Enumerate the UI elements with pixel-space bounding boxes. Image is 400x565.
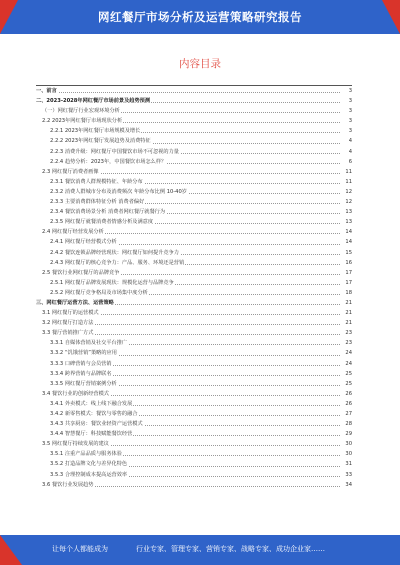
toc-entry-title xyxy=(36,177,340,187)
toc-entry-page: 17 xyxy=(345,269,352,276)
toc-entry-page: 3 xyxy=(348,88,352,94)
toc-entry-page: 12 xyxy=(345,199,352,206)
toc-entry-title xyxy=(36,197,340,207)
footer-slogan-right: 行业专家、管理专家、营销专家、战略专家、成功企业家…… xyxy=(136,545,325,553)
toc-entry-page: 13 xyxy=(345,209,352,216)
toc-entry-text: 3.3.1 自媒体营销及社交平台推广 xyxy=(50,340,128,347)
toc-entry-text: 2.5.2 网红餐厅竞争格局及市场集中度分析 xyxy=(50,289,148,296)
toc-entry-title xyxy=(36,96,340,106)
toc-entry[interactable] xyxy=(36,439,352,449)
toc-entry[interactable] xyxy=(36,429,352,439)
toc-entry-text: 3.3.4 跨界营销与品牌联名 xyxy=(50,370,112,377)
toc-entry-text: 2.4 网红餐厅经营发展分析 xyxy=(42,229,104,236)
toc-entry-title xyxy=(36,439,340,449)
toc-entry-text: 2.2 2023年网红餐厅市场现状分析 xyxy=(42,118,123,125)
toc-entry[interactable] xyxy=(36,449,352,459)
footer-slogan-left: 让每个人都能成为 xyxy=(52,545,108,553)
toc-entry-text: 3.6 餐饮行业发展趋势 xyxy=(42,481,94,488)
toc-entry[interactable] xyxy=(36,187,352,197)
toc-entry-title xyxy=(36,359,340,369)
toc-entry-title xyxy=(36,106,340,116)
footer-red-corner xyxy=(0,535,22,565)
toc-entry-text: 3.3.2 “饥饿营销”策略的应用 xyxy=(50,350,117,357)
toc-entry[interactable] xyxy=(36,126,352,136)
report-title: 网红餐厅市场分析及运营策略研究报告 xyxy=(98,10,302,24)
toc-entry[interactable] xyxy=(36,409,352,419)
toc-entry[interactable] xyxy=(36,207,352,217)
toc-entry-title xyxy=(36,449,340,459)
toc-entry-page: 26 xyxy=(345,400,352,407)
toc-entry-text: 2.4.3 网红餐厅的核心竞争力：产品、服务、环境还是营销 xyxy=(50,259,185,266)
toc-entry-title xyxy=(36,480,340,490)
toc-entry-page: 25 xyxy=(345,370,352,377)
toc-entry[interactable] xyxy=(36,480,352,490)
toc-entry[interactable] xyxy=(36,399,352,409)
toc-entry-text: 2.3.3 主要消费群体特征分析 消费者偏好 xyxy=(50,199,145,206)
report-header-banner xyxy=(0,0,400,34)
toc-entry-title xyxy=(36,348,340,358)
toc-entry-text: 三、网红餐厅运营方法、运营策略 xyxy=(36,299,114,306)
toc-entry-page: 13 xyxy=(345,219,352,226)
toc-entry[interactable] xyxy=(36,167,352,177)
toc-entry[interactable] xyxy=(36,318,352,328)
toc-entry-text: 3.3.3 口碑营销与会员营销 xyxy=(50,360,112,367)
toc-entry-page: 6 xyxy=(348,158,352,165)
toc-entry-title xyxy=(36,248,340,258)
toc-entry-text: 3.5.1 注重产品品质与服务体验 xyxy=(50,451,122,458)
toc-entry-text: 2.2.1 2023年网红餐厅市场规模及增长 xyxy=(50,128,141,135)
toc-entry-page: 33 xyxy=(345,471,352,478)
toc-entry-text: 3.4.2 新零售模式：餐饮与零售的融合 xyxy=(50,411,138,417)
toc-entry[interactable] xyxy=(36,237,352,247)
toc-entry-text: 2.3.5 网红餐厅就餐消费者情感分析及满意度 xyxy=(50,219,154,226)
toc-entry[interactable] xyxy=(36,348,352,358)
toc-entry-page: 24 xyxy=(345,360,352,367)
toc-entry-page: 30 xyxy=(345,441,352,448)
toc-entry-text: 二、2023-2028年网红餐厅市场前景及趋势预测 xyxy=(36,98,151,105)
toc-entry-title xyxy=(36,288,340,298)
toc-entry-text: 2.3.4 餐饮消费场景分析 消费者网红餐厅就餐行为 xyxy=(50,209,166,216)
toc-entry-title xyxy=(36,399,340,409)
report-footer-banner xyxy=(0,535,400,565)
toc-entry-title xyxy=(36,318,340,328)
toc-entry-text: 3.5.3 合理控制成本提高运营效率 xyxy=(50,471,128,478)
toc-entry-page: 15 xyxy=(345,249,352,256)
toc-entry[interactable] xyxy=(36,379,352,389)
toc-entry[interactable] xyxy=(36,470,352,480)
toc-entry-title xyxy=(36,459,340,469)
toc-entry-text: 2.2.3 消费升级：网红餐厅中国餐饮市场不可忽视的力量 xyxy=(50,148,179,155)
toc-entry-page: 30 xyxy=(345,451,352,458)
toc-entry-page: 23 xyxy=(345,330,352,337)
toc-entry[interactable] xyxy=(36,116,352,126)
toc-entry[interactable] xyxy=(36,459,352,469)
toc-entry-title xyxy=(36,237,340,247)
toc-entry[interactable] xyxy=(36,268,352,278)
toc-entry-text: 一、前言 xyxy=(36,88,57,94)
toc-entry-page: 3 xyxy=(348,98,352,105)
toc-entry-text: 3.1 网红餐厅的运营模式 xyxy=(42,310,99,317)
toc-entry[interactable] xyxy=(36,298,352,308)
toc-entry-page: 14 xyxy=(345,239,352,246)
toc-entry-title xyxy=(36,217,340,227)
toc-entry-title xyxy=(36,328,340,338)
toc-entry-text: 2.3.1 餐饮消费人群规模特征、年龄分布 xyxy=(50,178,143,185)
toc-entry[interactable] xyxy=(36,308,352,318)
toc-entry-title xyxy=(36,126,340,136)
toc-entry[interactable] xyxy=(36,106,352,116)
toc-entry-page: 11 xyxy=(345,178,352,185)
toc-entry-text: 3.3 餐厅营销推广方式 xyxy=(42,330,94,337)
toc-entry-title xyxy=(36,389,340,399)
toc-entry-page: 21 xyxy=(345,320,352,327)
toc-entry[interactable] xyxy=(36,96,352,106)
toc-entry[interactable] xyxy=(36,227,352,237)
toc-entry-title xyxy=(36,116,340,126)
toc-entry-text: 3.4 餐饮行业的创新经营模式 xyxy=(42,390,109,397)
toc-entry[interactable] xyxy=(36,369,352,379)
toc-entry-title xyxy=(36,86,340,96)
toc-entry-text: 2.3 网红餐厅消费者画像 xyxy=(42,168,99,175)
toc-entry-text: （一）网红餐厅行业宏观环境分析 xyxy=(42,108,120,115)
toc-entry-text: 3.2 网红餐厅打造方法 xyxy=(42,320,94,327)
toc-entry-page: 27 xyxy=(345,411,352,417)
toc-entry-title xyxy=(36,258,340,268)
toc-entry-text: 2.3.2 消费人群城市分布及消费频次 年龄分布比例 10-40岁 xyxy=(50,188,187,195)
table-of-contents xyxy=(36,86,352,490)
toc-entry-title xyxy=(36,268,340,278)
toc-entry-text: 2.4.2 餐饮连锁品牌经营现状：网红餐厅如何提升竞争力 xyxy=(50,249,179,256)
toc-entry[interactable] xyxy=(36,328,352,338)
toc-entry-text: 3.4.3 共享厨房：餐饮业轻资产运营模式 xyxy=(50,421,143,428)
toc-entry[interactable] xyxy=(36,278,352,288)
toc-entry-page: 23 xyxy=(345,340,352,347)
toc-entry-page: 26 xyxy=(345,390,352,397)
toc-entry-title xyxy=(36,379,340,389)
toc-entry[interactable] xyxy=(36,157,352,167)
toc-entry-title xyxy=(36,298,340,308)
toc-entry-title xyxy=(36,167,340,177)
toc-entry-page: 21 xyxy=(345,310,352,317)
toc-entry-title xyxy=(36,136,340,146)
toc-entry-page: 31 xyxy=(345,461,352,468)
toc-entry[interactable] xyxy=(36,197,352,207)
toc-entry-title xyxy=(36,470,340,480)
toc-entry-title xyxy=(36,207,340,217)
toc-entry-text: 3.3.5 网红餐厅营销案例分析 xyxy=(50,380,117,387)
toc-entry[interactable] xyxy=(36,389,352,399)
toc-entry-title xyxy=(36,338,340,348)
toc-entry[interactable] xyxy=(36,258,352,268)
toc-entry-title xyxy=(36,227,340,237)
toc-entry-page: 17 xyxy=(345,279,352,286)
toc-entry[interactable] xyxy=(36,217,352,227)
toc-entry-text: 3.4.4 智慧餐厅：科技赋能餐饮经营 xyxy=(50,431,133,438)
toc-entry-text: 2.2.4 趋势分析：2023年，中国餐饮市场怎么样？ xyxy=(50,158,167,165)
toc-entry-page: 21 xyxy=(345,299,352,306)
toc-entry-page: 12 xyxy=(345,188,352,195)
toc-entry[interactable] xyxy=(36,248,352,258)
toc-entry-text: 2.2.2 2023年网红餐厅发展趋势及消费特征 xyxy=(50,138,151,145)
toc-entry-title xyxy=(36,187,340,197)
toc-entry-title xyxy=(36,369,340,379)
toc-entry-title xyxy=(36,308,340,318)
toc-entry-title xyxy=(36,147,340,157)
toc-entry[interactable] xyxy=(36,338,352,348)
toc-entry-title xyxy=(36,419,340,429)
toc-entry-page: 25 xyxy=(345,380,352,387)
toc-entry-page: 4 xyxy=(348,138,352,145)
toc-entry-page: 3 xyxy=(348,108,352,115)
toc-entry-text: 3.4.1 外卖模式：线上线下融合发展 xyxy=(50,400,133,407)
toc-entry-title xyxy=(36,429,340,439)
toc-entry-title xyxy=(36,278,340,288)
toc-entry[interactable] xyxy=(36,147,352,157)
toc-entry-page: 16 xyxy=(345,259,352,266)
toc-entry-text: 3.5 网红餐厅持续发展的建议 xyxy=(42,441,109,448)
toc-entry[interactable] xyxy=(36,359,352,369)
toc-entry-page: 11 xyxy=(345,168,352,175)
toc-entry-page: 34 xyxy=(345,481,352,488)
toc-entry-text: 2.4.1 网红餐厅经营模式分析 xyxy=(50,239,117,246)
toc-entry-page: 18 xyxy=(345,289,352,296)
toc-entry[interactable] xyxy=(36,288,352,298)
toc-entry-page: 14 xyxy=(345,229,352,236)
toc-entry-page: 28 xyxy=(345,421,352,428)
toc-entry-page: 24 xyxy=(345,350,352,357)
toc-entry-title xyxy=(36,409,340,419)
toc-entry[interactable] xyxy=(36,177,352,187)
toc-entry-text: 2.5.1 网红餐厅品牌发展现状：规模化运营与品牌竞争 xyxy=(50,279,174,286)
footer-slogan xyxy=(52,544,325,554)
toc-entry[interactable] xyxy=(36,136,352,146)
toc-entry-text: 2.5 餐饮行业网红餐厅的品牌竞争 xyxy=(42,269,120,276)
toc-entry-title xyxy=(36,157,340,167)
toc-entry-page: 3 xyxy=(348,118,352,125)
toc-entry[interactable] xyxy=(36,419,352,429)
toc-heading: 内容目录 xyxy=(179,58,221,70)
toc-entry-text: 3.5.2 打造品牌文化与差异化特色 xyxy=(50,461,128,468)
toc-entry-page: 3 xyxy=(348,128,352,135)
toc-entry-page: 29 xyxy=(345,431,352,438)
toc-entry[interactable] xyxy=(36,86,352,96)
toc-entry-page: 4 xyxy=(348,148,352,155)
